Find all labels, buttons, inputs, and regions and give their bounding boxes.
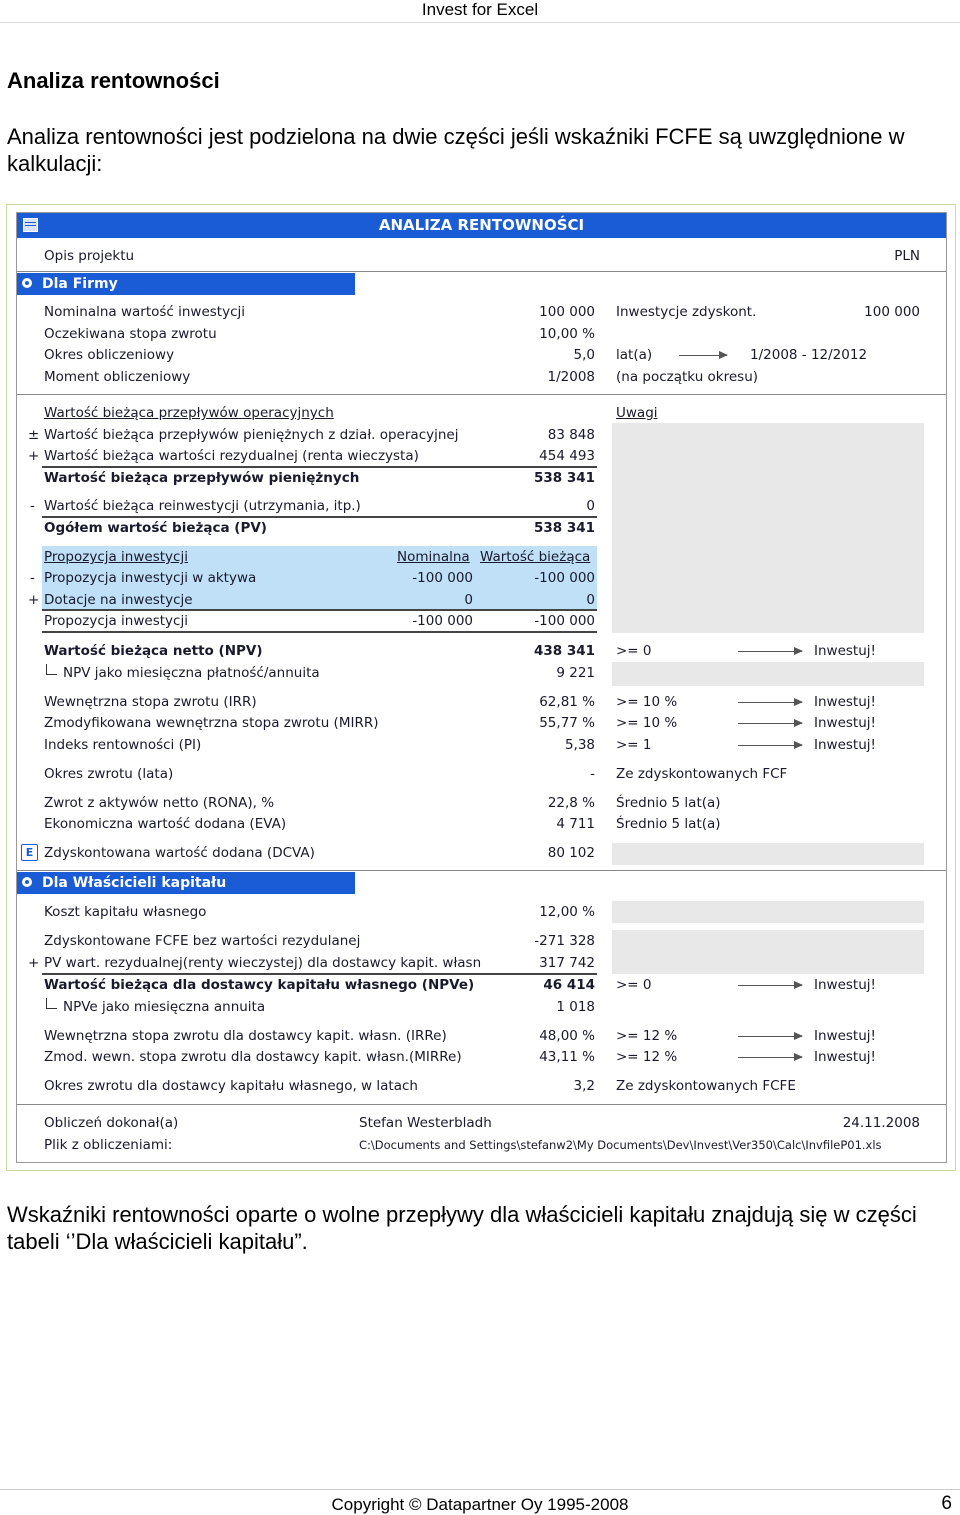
npve-verdict: Inwestuj! [814,977,876,993]
eva-note: Średnio 5 lat(a) [616,816,721,832]
pv-reinvestment-value: 0 [586,498,595,514]
sign: ± [28,427,40,443]
calc-moment-note: (na początku okresu) [616,369,759,385]
collapse-icon [22,278,32,288]
sign: - [30,498,35,514]
calc-period-unit: lat(a) [616,347,653,363]
nominal-column-heading[interactable]: Nominalna [397,549,470,565]
irr-criterion: >= 10 % [616,694,678,710]
discounted-investment-label: Inwestycje zdyskont. [616,304,757,320]
rona-label: Zwrot z aktywów netto (RONA), % [44,795,275,811]
sum-line [42,466,597,468]
arrow-right-icon [738,745,802,746]
mirre-criterion: >= 12 % [616,1049,678,1065]
investment-total-present: -100 000 [534,613,595,629]
arrow-right-icon [738,985,802,986]
pv-total-label: Ogółem wartość bieżąca (PV) [44,520,267,536]
calc-date: 24.11.2008 [842,1115,920,1131]
npv-annuity-value: 9 221 [556,665,595,681]
present-value-column-heading[interactable]: Wartość bieżąca [480,549,591,565]
profitability-sheet [16,212,947,1163]
npve-annuity-value: 1 018 [556,999,595,1015]
section-firm-label: Dla Firmy [42,276,118,292]
npve-label: Wartość bieżąca dla dostawcy kapitału własnego (NPVe) [44,977,475,993]
mirr-verdict: Inwestuj! [814,715,876,731]
discounted-investment-value: 100 000 [864,304,920,320]
investment-assets-label: Propozycja inwestycji w aktywa [44,570,257,586]
divider [17,1104,946,1105]
page-header: Invest for Excel [0,0,960,23]
mirr-label: Zmodyfikowana wewnętrzna stopa zwrotu (MIRR) [44,715,379,731]
fcfe-discounted-value: -271 328 [534,933,595,949]
mirre-value: 43,11 % [539,1049,595,1065]
nominal-investment-label: Nominalna wartość inwestycji [44,304,246,320]
payback-note: Ze zdyskontowanych FCF [616,766,788,782]
rona-note: Średnio 5 lat(a) [616,795,721,811]
sign: + [28,955,40,971]
section-firm-toggle[interactable] [17,273,355,295]
eva-value: 4 711 [556,816,595,832]
pv-operating-heading[interactable]: Wartość bieżąca przepływów operacyjnych [44,405,334,421]
intro-paragraph: Analiza rentowności jest podzielona na dwie części jeśli wskaźniki FCFE są uwzględnione w kalkulacji: [7,124,905,176]
calc-period-label: Okres obliczeniowy [44,347,175,363]
investment-proposal-heading[interactable]: Propozycja inwestycji [44,549,188,565]
page-footer [0,1489,960,1515]
divider [17,271,946,272]
arrow-right-icon [738,651,802,652]
irr-value: 62,81 % [539,694,595,710]
mirre-label: Zmod. wewn. stopa zwrotu dla dostawcy kapit. własn.(MIRRe) [44,1049,462,1065]
npv-verdict: Inwestuj! [814,643,876,659]
arrow-right-icon [738,702,802,703]
fcfe-discounted-label: Zdyskontowane FCFE bez wartości rezydulanej [44,933,361,949]
sub-item-arrow-icon [46,998,57,1009]
section-owners-label: Dla Właścicieli kapitału [42,875,227,891]
remarks-area[interactable] [612,843,924,865]
npve-value: 46 414 [543,977,595,993]
sum-line [42,609,597,611]
remarks-area[interactable] [612,930,924,974]
pi-criterion: >= 1 [616,737,652,753]
calc-by-name: Stefan Westerbladh [359,1115,492,1131]
mirr-criterion: >= 10 % [616,715,678,731]
npve-criterion: >= 0 [616,977,652,993]
rona-value: 22,8 % [547,795,595,811]
mirre-verdict: Inwestuj! [814,1049,876,1065]
currency-label: PLN [894,248,920,264]
pv-reinvestment-label: Wartość bieżąca reinwestycji (utrzymania, itp.) [44,498,361,514]
investment-grants-nominal: 0 [464,592,473,608]
project-desc-label: Opis projektu [44,248,135,264]
calc-file-label: Plik z obliczeniami: [44,1137,173,1153]
payback-equity-label: Okres zwrotu dla dostawcy kapitału własnego, w latach [44,1078,418,1094]
irre-criterion: >= 12 % [616,1028,678,1044]
divider [17,394,946,395]
investment-assets-present: -100 000 [534,570,595,586]
pv-operating-cf-label: Wartość bieżąca przepływów pieniężnych z dział. operacyjnej [44,427,459,443]
payback-equity-note: Ze zdyskontowanych FCFE [616,1078,796,1094]
npv-value: 438 341 [533,643,595,659]
calc-moment-value: 1/2008 [547,369,595,385]
collapse-icon [22,877,32,887]
npve-annuity-label: NPVe jako miesięczna annuita [63,999,266,1015]
irre-label: Wewnętrzna stopa zwrotu dla dostawcy kapit. własn. (IRRe) [44,1028,447,1044]
arrow-right-icon [679,355,727,356]
expected-return-label: Oczekiwana stopa zwrotu [44,326,217,342]
irre-value: 48,00 % [539,1028,595,1044]
calc-period-range: 1/2008 - 12/2012 [750,347,868,363]
remarks-heading[interactable]: Uwagi [616,405,658,421]
payback-label: Okres zwrotu (lata) [44,766,174,782]
arrow-right-icon [738,1057,802,1058]
sign: + [28,592,40,608]
investment-total-nominal: -100 000 [412,613,473,629]
pi-value: 5,38 [564,737,595,753]
mirr-value: 55,77 % [539,715,595,731]
pv-residual-equity-label: PV wart. rezydualnej(renty wieczystej) dla dostawcy kapit. własn [44,955,482,971]
sum-line [42,516,597,518]
remarks-area[interactable] [612,662,924,686]
payback-equity-value: 3,2 [573,1078,595,1094]
pv-residual-label: Wartość bieżąca wartości rezydualnej (renta wieczysta) [44,448,419,464]
calc-by-label: Obliczeń dokonał(a) [44,1115,179,1131]
investment-grants-present: 0 [586,592,595,608]
cost-equity-value: 12,00 % [539,904,595,920]
sign: - [30,570,35,586]
npv-label: Wartość bieżąca netto (NPV) [44,643,263,659]
section-heading: Analiza rentowności [7,68,220,93]
expected-return-value: 10,00 % [539,326,595,342]
divider [17,870,946,871]
payback-value: - [590,766,595,782]
sheet-menu-icon[interactable] [23,218,38,232]
irr-verdict: Inwestuj! [814,694,876,710]
outro-paragraph: Wskaźniki rentowności oparte o wolne przepływy dla właścicieli kapitału znajdują się w części tabeli ‘’Dla właścicieli kapitału”. [7,1202,917,1254]
eva-label: Ekonomiczna wartość dodana (EVA) [44,816,287,832]
arrow-right-icon [738,1036,802,1037]
pi-label: Indeks rentowności (PI) [44,737,202,753]
npv-annuity-label: NPV jako miesięczna płatność/annuita [63,665,320,681]
arrow-right-icon [738,723,802,724]
remarks-area[interactable] [612,423,924,633]
npv-criterion: >= 0 [616,643,652,659]
sheet-title: ANALIZA RENTOWNOŚCI [378,216,585,234]
page-number: 6 [941,1493,952,1514]
dcva-value: 80 102 [547,845,595,861]
cost-equity-label: Koszt kapitału własnego [44,904,207,920]
pv-total-value: 538 341 [533,520,595,536]
sign: + [28,448,40,464]
pv-operating-cf-value: 83 848 [547,427,595,443]
remarks-area[interactable] [612,901,924,923]
edit-icon[interactable]: E [21,844,38,861]
nominal-investment-value: 100 000 [539,304,595,320]
pv-residual-value: 454 493 [539,448,595,464]
investment-total-label: Propozycja inwestycji [44,613,188,629]
pv-residual-equity-value: 317 742 [539,955,595,971]
sum-line [42,631,597,633]
investment-assets-nominal: -100 000 [412,570,473,586]
sub-item-arrow-icon [46,664,57,675]
section-owners-toggle[interactable] [17,872,355,894]
calc-period-value: 5,0 [573,347,595,363]
sheet-titlebar [17,213,946,238]
sum-line [42,973,597,975]
pi-verdict: Inwestuj! [814,737,876,753]
irr-label: Wewnętrzna stopa zwrotu (IRR) [44,694,257,710]
investment-grants-label: Dotacje na inwestycje [44,592,193,608]
copyright: Copyright © Datapartner Oy 1995-2008 [331,1495,629,1514]
calc-file-path: C:\Documents and Settings\stefanw2\My Documents\Dev\Invest\Ver350\Calc\InvfileP01.xls [359,1138,882,1152]
pv-cf-total-label: Wartość bieżąca przepływów pieniężnych [44,470,360,486]
pv-cf-total-value: 538 341 [533,470,595,486]
calc-moment-label: Moment obliczeniowy [44,369,191,385]
irre-verdict: Inwestuj! [814,1028,876,1044]
dcva-label: Zdyskontowana wartość dodana (DCVA) [44,845,315,861]
